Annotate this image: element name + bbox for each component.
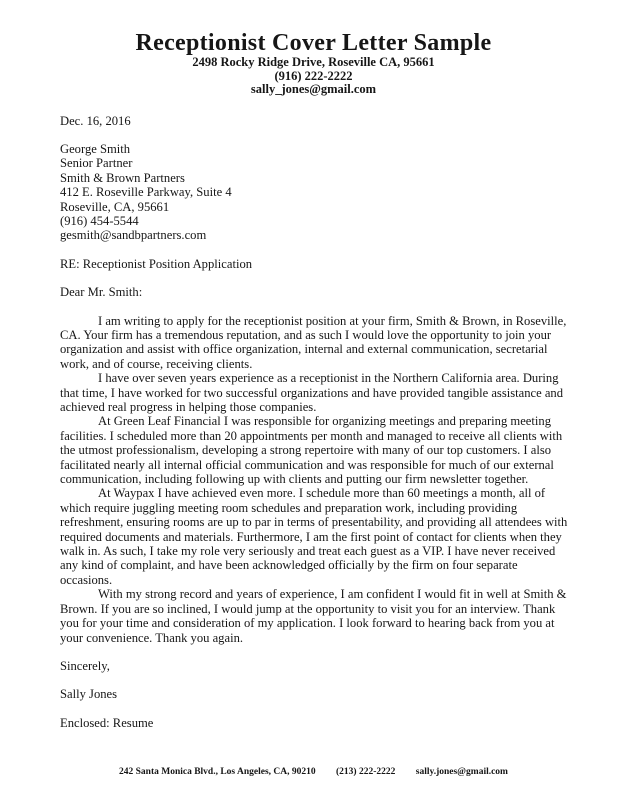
- letterhead-email: sally_jones@gmail.com: [250, 82, 377, 96]
- closing-block: [60, 659, 572, 730]
- body-paragraph: I am writing to apply for the receptionist position at your firm, Smith & Brown, in Roseville, CA. Your firm has a tremendous reputation, and as such I would love the opportunity to join your organization and assist with office organization, internal and external communication, secretarial work, and of course, receiving clients.: [60, 313, 567, 371]
- subject-line: RE: Receptionist Position Application: [60, 256, 253, 271]
- recipient-street: 412 E. Roseville Parkway, Suite 4: [60, 185, 232, 200]
- body-paragraph: I have over seven years experience as a receptionist in the Northern California area. During that time, I have worked for two successful organizations and have provided tangible assistance and achieved real progress in helping those companies.: [60, 371, 564, 414]
- signature-name: Sally Jones: [60, 687, 118, 702]
- enclosure-note: Enclosed: Resume: [60, 715, 154, 730]
- letter-body: [60, 114, 572, 731]
- footer-phone: (213) 222-2222: [336, 767, 396, 777]
- page-title: Receptionist Cover Letter Sample: [135, 30, 492, 56]
- footer-email: sally.jones@gmail.com: [415, 767, 508, 777]
- body-paragraph: With my strong record and years of experience, I am confident I would fit in well at Smith & Brown. If you are so inclined, I would jump at the opportunity to visit you for an interview. Thank you for your time and consideration of my application. I look forward to hearing back from you at your convenience. Thank you again.: [60, 587, 567, 645]
- letterhead: [0, 0, 627, 97]
- recipient-job-title: Senior Partner: [60, 156, 133, 171]
- closing: Sincerely,: [60, 658, 110, 673]
- recipient-email: gesmith@sandbpartners.com: [60, 228, 207, 243]
- paragraphs-block: [60, 314, 572, 645]
- letter-date: Dec. 16, 2016: [60, 113, 131, 128]
- recipient-company: Smith & Brown Partners: [60, 170, 185, 185]
- letterhead-phone: (916) 222-2222: [274, 68, 353, 83]
- letterhead-address: 2498 Rocky Ridge Drive, Roseville CA, 95661: [192, 55, 435, 69]
- recipient-city: Roseville, CA, 95661: [60, 199, 170, 214]
- body-paragraph: At Green Leaf Financial I was responsible for organizing meetings and preparing meeting facilities. I scheduled more than 20 appointments per month and managed to receive all clients with the utmost professionalism, developing a strong repertoire with many of our top customers. I also facilitated nearly all internal official communication and was responsible for much of our external communication, including following up with clients and putting our firm newsletter together.: [60, 414, 563, 487]
- recipient-phone: (916) 454-5544: [60, 213, 139, 228]
- body-paragraph: At Waypax I have achieved even more. I schedule more than 60 meetings a month, all of which require juggling meeting room schedules and preparation work, including providing refreshment, ensuring rooms are up to par in terms of presentability, and providing all attendees with required documents and materials. Furthermore, I am the first point of contact for clients when they walk in. As such, I take my role very seriously and treat each guest as a VIP. I have never received any kind of complaint, and have been acknowledged officially by the firm on four separate occasions.: [60, 486, 568, 587]
- recipient-name: George Smith: [60, 141, 131, 156]
- salutation: Dear Mr. Smith:: [60, 285, 143, 300]
- page-footer: [0, 767, 627, 777]
- recipient-block: [60, 142, 572, 243]
- footer-address: 242 Santa Monica Blvd., Los Angeles, CA, 90210: [119, 767, 316, 777]
